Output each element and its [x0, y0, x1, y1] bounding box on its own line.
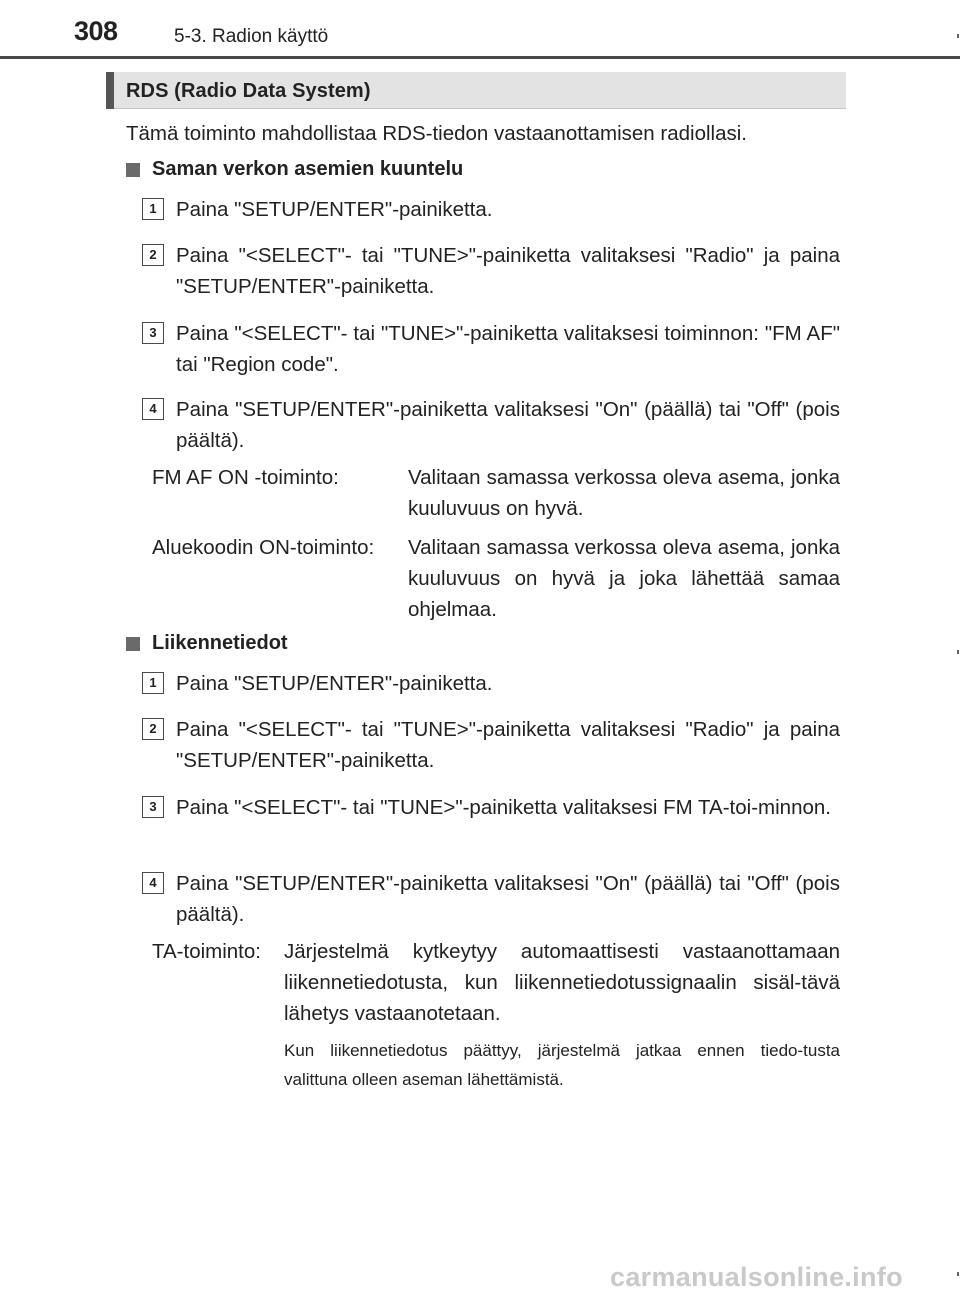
step-text: Paina "SETUP/ENTER"-painiketta valitaksesi "On" (päällä) tai "Off" (pois päältä).: [176, 398, 840, 452]
header-rule: [0, 56, 960, 59]
page-number: 308: [74, 16, 118, 46]
step-text: Paina "SETUP/ENTER"-painiketta.: [176, 672, 493, 695]
watermark: carmanualsonline.info: [610, 1262, 903, 1292]
step-number-badge: 2: [142, 718, 164, 740]
step-number-badge: 4: [142, 872, 164, 894]
definition-description: Järjestelmä kytkeytyy automaattisesti vastaanottamaan liikennetiedotusta, kun liikennetiedotussignaalin sisäl-tävä lähetys vastaanotetaan.: [284, 940, 840, 1025]
section-title-box: [106, 72, 846, 109]
step-number-badge: 1: [142, 198, 164, 220]
intro-paragraph: Tämä toiminto mahdollistaa RDS-tiedon vastaanottamisen radiollasi.: [126, 122, 747, 145]
definition-term: FM AF ON -toiminto:: [152, 466, 339, 489]
section-title: RDS (Radio Data System): [126, 80, 371, 102]
definition-term: Aluekoodin ON-toiminto:: [152, 536, 375, 559]
step-number-badge: 3: [142, 322, 164, 344]
square-bullet-icon: [126, 163, 140, 177]
subsection-title: Liikennetiedot: [152, 632, 288, 654]
square-bullet-icon: [126, 637, 140, 651]
subsection-title: Saman verkon asemien kuuntelu: [152, 158, 464, 180]
step-text: Paina "<SELECT"- tai "TUNE>"-painiketta valitaksesi toiminnon: "FM AF" tai "Region code".: [176, 322, 840, 376]
definition-description: Valitaan samassa verkossa oleva asema, jonka kuuluvuus on hyvä ja joka lähettää samaa ohjelmaa.: [408, 536, 840, 621]
edge-tick: [957, 1272, 959, 1276]
step-number-badge: 2: [142, 244, 164, 266]
note-text: Kun liikennetiedotus päättyy, järjestelmä jatkaa ennen tiedo-tusta valittuna olleen aseman lähettämistä.: [284, 1041, 840, 1089]
subsection-heading-2: [126, 632, 288, 655]
step-number-badge: 3: [142, 796, 164, 818]
step-text: Paina "SETUP/ENTER"-painiketta valitaksesi "On" (päällä) tai "Off" (pois päältä).: [176, 872, 840, 926]
chapter-label: 5-3. Radion käyttö: [174, 26, 329, 47]
step-number-badge: 4: [142, 398, 164, 420]
subsection-heading-1: [126, 158, 463, 181]
step-number-badge: 1: [142, 672, 164, 694]
edge-tick: [957, 650, 959, 654]
step-text: Paina "<SELECT"- tai "TUNE>"-painiketta valitaksesi "Radio" ja paina "SETUP/ENTER"-painiketta.: [176, 244, 840, 298]
edge-tick: [957, 34, 959, 38]
step-text: Paina "<SELECT"- tai "TUNE>"-painiketta valitaksesi "Radio" ja paina "SETUP/ENTER"-painiketta.: [176, 718, 840, 772]
step-text: Paina "SETUP/ENTER"-painiketta.: [176, 198, 493, 221]
definition-description: Valitaan samassa verkossa oleva asema, jonka kuuluvuus on hyvä.: [408, 466, 840, 520]
step-text: Paina "<SELECT"- tai "TUNE>"-painiketta valitaksesi FM TA-toi-minnon.: [176, 796, 831, 819]
section-title-bar: [106, 72, 114, 109]
definition-term: TA-toiminto:: [152, 940, 261, 963]
